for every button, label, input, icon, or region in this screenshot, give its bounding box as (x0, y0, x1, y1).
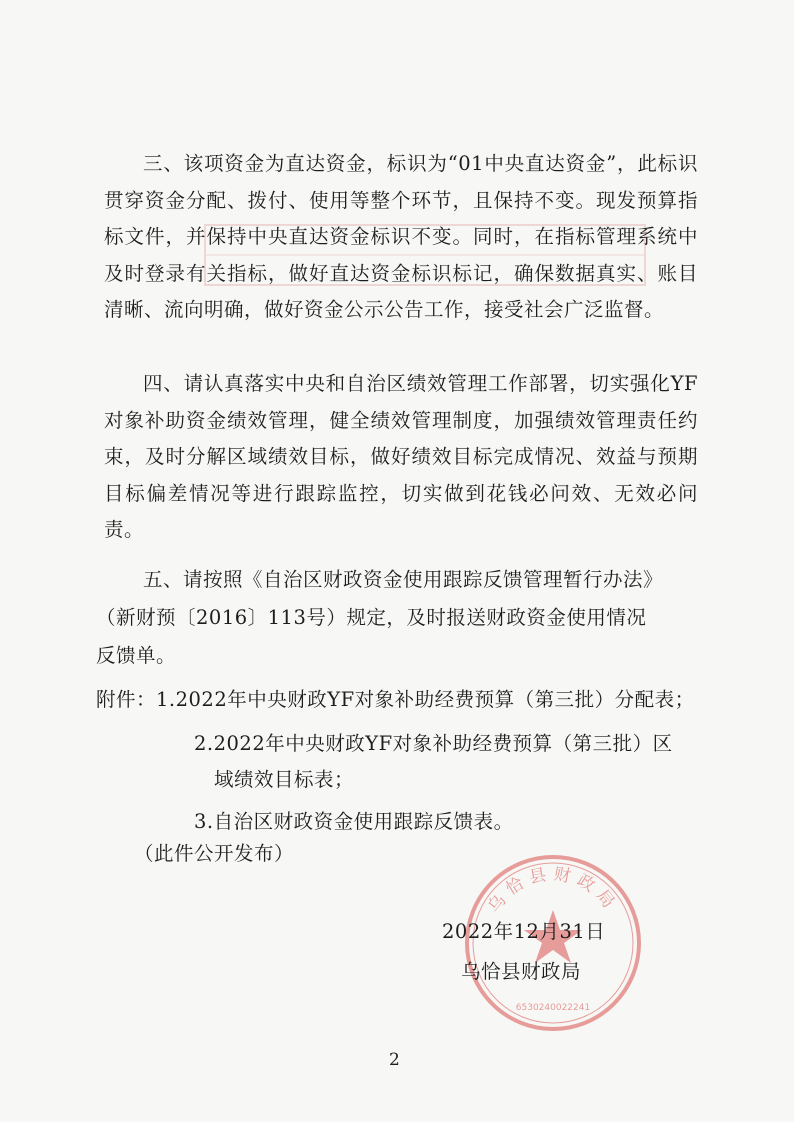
page-number: 2 (389, 1050, 401, 1070)
signature-date: 2022年12月31日 (442, 920, 606, 943)
attachment-item-1: 附件：1.2022年中央财政YF对象补助经费预算（第三批）分配表； (96, 688, 695, 711)
attachment-item-2-line1: 2.2022年中央财政YF对象补助经费预算（第三批）区 (194, 732, 673, 755)
svg-text:6530240022241: 6530240022241 (515, 1003, 591, 1013)
paragraph-performance-management: 四、请认真落实中央和自治区绩效管理工作部署，切实强化YF对象补助资金绩效管理，健全绩效管理制度，加强绩效管理责任约束，及时分解区域绩效目标，做好绩效目标完成情况、效益与预期目标偏差情况等进行跟踪监控，切实做到花钱必问效、无效必问责。 (104, 372, 698, 541)
paragraph-direct-funds: 三、该项资金为直达资金，标识为“01中央直达资金”，此标识贯穿资金分配、拨付、使用等整个环节，且保持不变。现发预算指标文件，并保持中央直达资金标识不变。同时，在指标管理系统中及时登录有关指标，做好直达资金标识标记，确保数据真实、账目清晰、流向明确，做好资金公示公告工作，接受社会广泛监督。 (104, 152, 698, 321)
paragraph-feedback-line3: 反馈单。 (96, 644, 177, 667)
publish-note: （此件公开发布） (134, 842, 295, 865)
paragraph-feedback-line1: 五、请按照《自治区财政资金使用跟踪反馈管理暂行办法》 (143, 568, 664, 591)
signature-issuer: 乌恰县财政局 (461, 960, 582, 983)
paragraph-feedback-line2: （新财预〔2016〕113号）规定，及时报送财政资金使用情况 (96, 606, 647, 629)
attachment-item-2-line2: 域绩效目标表； (214, 768, 355, 791)
svg-text:乌恰县财政局: 乌恰县财政局 (484, 864, 622, 917)
attachment-item-3: 3.自治区财政资金使用跟踪反馈表。 (194, 810, 514, 833)
